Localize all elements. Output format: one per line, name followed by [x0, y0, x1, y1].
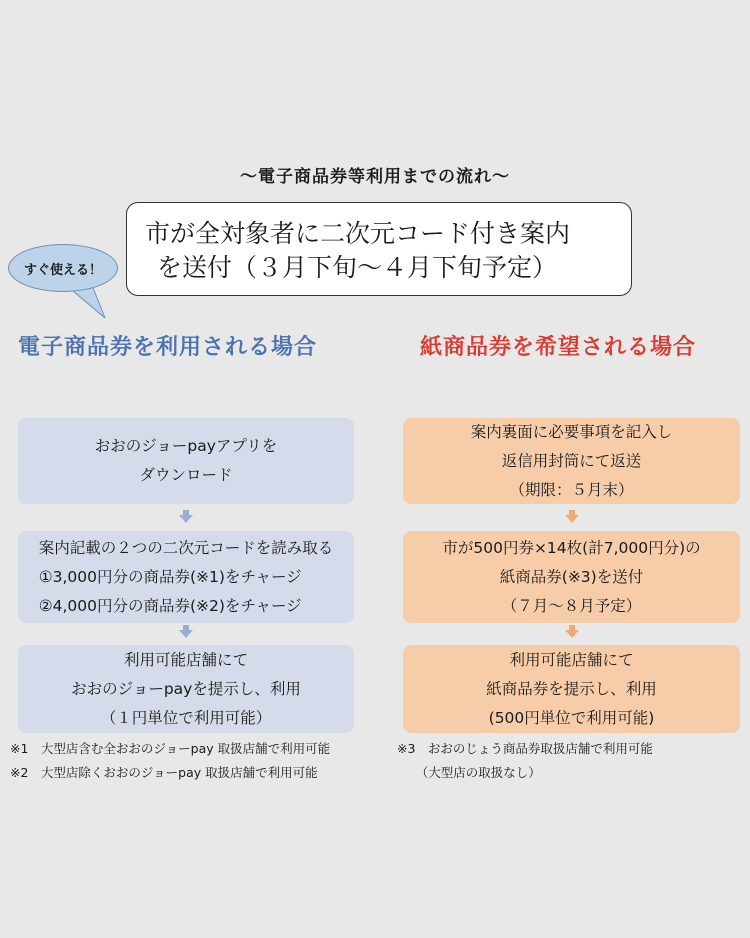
- speech-bubble-text: すぐ使える！: [23, 262, 102, 278]
- paper-step-2-line-2: 紙商品券(※3)を送付: [499, 567, 644, 586]
- arrow-down-icon: [179, 625, 193, 638]
- paper-note-2: （大型店の取扱なし）: [397, 765, 541, 780]
- main-notice-box: [126, 202, 632, 296]
- arrow-down-icon: [565, 625, 579, 638]
- electronic-step-3-line-3: （１円単位で利用可能）: [100, 708, 272, 727]
- paper-step-3-line-2: 紙商品券を提示し、利用: [486, 679, 657, 698]
- electronic-step-2: [18, 531, 354, 623]
- paper-step-1: [403, 418, 740, 504]
- arrow-down-icon: [565, 510, 579, 523]
- paper-step-1-line-3: （期限：５月末）: [509, 480, 634, 499]
- electronic-step-1-line-2: ダウンロード: [139, 466, 233, 484]
- paper-step-1-line-2: 返信用封筒にて返送: [501, 451, 642, 470]
- paper-step-2-line-1: 市が500円券×14枚(計7,000円分)の: [442, 538, 701, 557]
- main-notice-line-1: 市が全対象者に二次元コード付き案内: [145, 219, 571, 248]
- electronic-step-1: [18, 418, 354, 504]
- electronic-step-3: [18, 645, 354, 733]
- electronic-step-2-line-1: 案内記載の２つの二次元コードを読み取る: [38, 538, 334, 557]
- paper-heading: 紙商品券を希望される場合: [420, 335, 697, 360]
- electronic-step-2-line-2: ①3,000円分の商品券(※1)をチャージ: [38, 567, 302, 586]
- arrow-down-icon: [179, 510, 193, 523]
- paper-step-3: [403, 645, 740, 733]
- paper-step-2-line-3: （７月～８月予定）: [501, 596, 642, 615]
- paper-notes: [397, 737, 653, 785]
- main-notice-line-2: を送付（３月下旬～４月下旬予定）: [157, 253, 558, 282]
- electronic-heading: 電子商品券を利用される場合: [18, 335, 318, 360]
- electronic-step-3-line-1: 利用可能店舗にて: [123, 650, 248, 669]
- page-title: ～電子商品券等利用までの流れ～: [240, 167, 510, 187]
- electronic-note-1: ※1 大型店含む全おおのジョーpay 取扱店舗で利用可能: [10, 741, 331, 756]
- paper-step-2: [403, 531, 740, 623]
- paper-step-3-line-1: 利用可能店舗にて: [509, 650, 634, 669]
- electronic-step-2-line-3: ②4,000円分の商品券(※2)をチャージ: [38, 596, 302, 615]
- paper-step-1-line-1: 案内裏面に必要事項を記入し: [470, 422, 673, 441]
- electronic-step-3-line-2: おおのジョーpayを提示し、利用: [71, 679, 301, 698]
- paper-step-3-line-3: (500円単位で利用可能): [488, 708, 655, 727]
- electronic-step-1-line-1: おおのジョーpayアプリを: [94, 437, 278, 455]
- paper-note-1: ※3 おおのじょう商品券取扱店舗で利用可能: [397, 741, 653, 756]
- electronic-note-2: ※2 大型店除くおおのジョーpay 取扱店舗で利用可能: [10, 765, 318, 780]
- electronic-notes: [10, 737, 330, 785]
- speech-bubble: [8, 244, 118, 292]
